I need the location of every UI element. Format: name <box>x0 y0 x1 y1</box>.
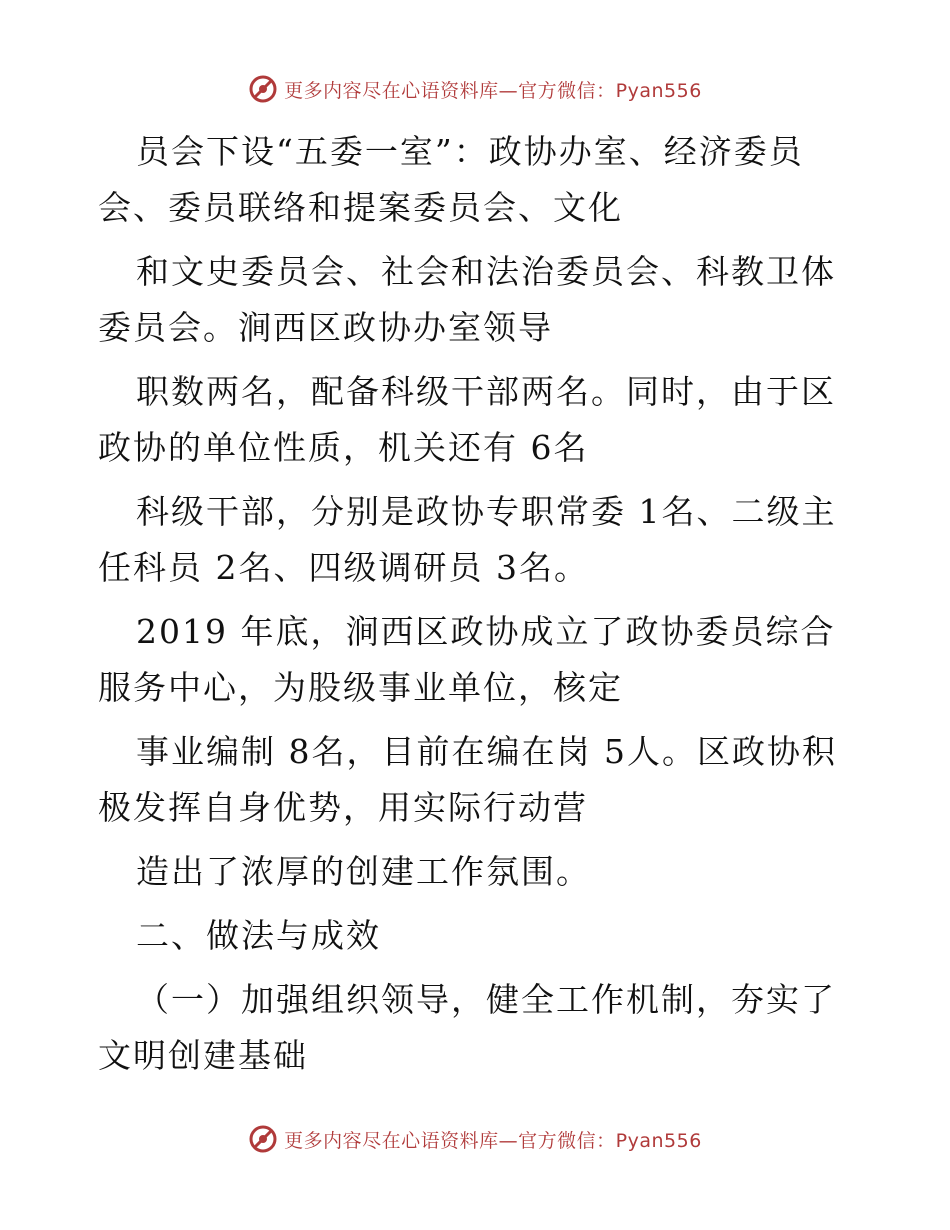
paragraph: 职数两名，配备科级干部两名。同时，由于区政协的单位性质，机关还有 6名 <box>98 372 836 467</box>
watermark-text: 更多内容尽在心语资料库—官方微信：Pyan556 <box>284 1129 702 1152</box>
paragraph: 员会下设“五委一室”：政协办室、经济委员会、委员联络和提案委员会、文化 <box>98 132 804 227</box>
brand-logo-icon <box>248 74 278 104</box>
brand-logo-icon <box>248 1124 278 1154</box>
header-watermark <box>0 74 950 104</box>
paragraph: 科级干部，分别是政协专职常委 1名、二级主任科员 2名、四级调研员 3名。 <box>98 492 837 587</box>
paragraph: 2019 年底，涧西区政协成立了政协委员综合服务中心，为股级事业单位，核定 <box>98 612 836 707</box>
watermark-text: 更多内容尽在心语资料库—官方微信：Pyan556 <box>284 79 702 102</box>
section-heading: 二、做法与成效 <box>136 916 381 955</box>
paragraph: 事业编制 8名，目前在编在岗 5人。区政协积极发挥自身优势，用实际行动营 <box>98 732 837 827</box>
subsection-heading: （一）加强组织领导，健全工作机制，夯实了文明创建基础 <box>98 980 836 1075</box>
footer-watermark <box>0 1124 950 1154</box>
paragraph: 造出了浓厚的创建工作氛围。 <box>136 852 591 891</box>
paragraph: 和文史委员会、社会和法治委员会、科教卫体委员会。涧西区政协办室领导 <box>98 252 836 347</box>
document-body <box>98 124 858 1084</box>
